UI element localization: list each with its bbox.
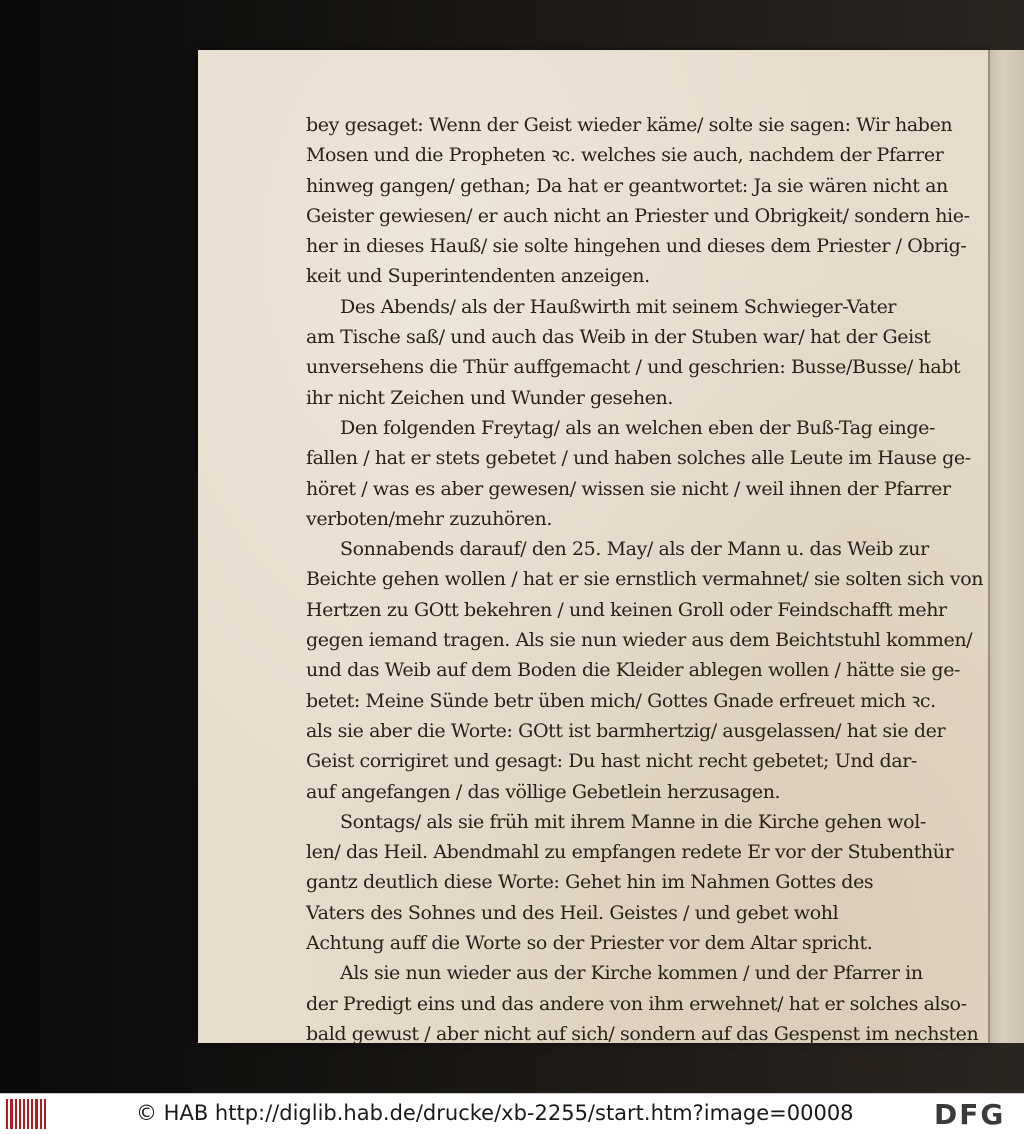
text-line: hinweg gangen/ gethan; Da hat er geantwortet: Ja sie wären nicht an bbox=[306, 174, 948, 197]
text-line: gegen iemand tragen. Als sie nun wieder aus dem Beichtstuhl kommen/ bbox=[306, 629, 973, 652]
text-line: betet: Meine Sünde betr üben mich/ Gottes Gnade erfreuet mich ꝛc. bbox=[306, 689, 936, 712]
text-line: Geister gewiesen/ er auch nicht an Priester und Obrigkeit/ sondern hie- bbox=[306, 204, 970, 227]
text-line: der Predigt eins und das andere von ihm erwehnet/ hat er solches also- bbox=[306, 992, 967, 1015]
text-line: len/ das Heil. Abendmahl zu empfangen redete Er vor der Stubenthür bbox=[306, 841, 954, 864]
text-line: bald gewust / aber nicht auf sich/ sondern auf das Gespenst im nechsten bbox=[306, 1022, 979, 1045]
text-line: Mosen und die Propheten ꝛc. welches sie auch, nachdem der Pfarrer bbox=[306, 144, 944, 167]
text-line: höret / was es aber gewesen/ wissen sie nicht / weil ihnen der Pfarrer bbox=[306, 477, 951, 500]
page-text bbox=[306, 110, 984, 1080]
text-line: her in dieses Hauß/ sie solte hingehen und dieses dem Priester / Obrig- bbox=[306, 235, 967, 258]
text-line: Beichte gehen wollen / hat er sie ernstlich vermahnet/ sie solten sich von bbox=[306, 568, 984, 591]
text-line: gantz deutlich diese Worte: Gehet hin im Nahmen Gottes des bbox=[306, 871, 874, 894]
dfg-logo: DFG bbox=[934, 1098, 1006, 1131]
citation-link[interactable]: © HAB http://diglib.hab.de/drucke/xb-2255/start.htm?image=00008 bbox=[136, 1101, 854, 1125]
footer-bar bbox=[0, 1093, 1024, 1134]
text-line: fallen / hat er stets gebetet / und haben solches alle Leute im Hause ge- bbox=[306, 447, 971, 470]
text-line: bey gesaget: Wenn der Geist wieder käme/ solte sie sagen: Wir haben bbox=[306, 114, 953, 136]
text-line: auf angefangen / das völlige Gebetlein herzusagen. bbox=[306, 780, 781, 803]
text-line: Hertzen zu GOtt bekehren / und keinen Groll oder Feindschafft mehr bbox=[306, 598, 947, 621]
text-line: Als sie nun wieder aus der Kirche kommen / und der Pfarrer in bbox=[340, 962, 923, 985]
text-line: Geist corrigiret und gesagt: Du hast nicht recht gebetet; Und dar- bbox=[306, 750, 917, 773]
catchword: Hause bbox=[846, 1053, 906, 1076]
text-line: ihr nicht Zeichen und Wunder gesehen. bbox=[306, 386, 674, 409]
text-line: Sonnabends darauf/ den 25. May/ als der Mann u. das Weib zur bbox=[340, 538, 929, 561]
book-page bbox=[198, 50, 988, 1076]
hab-barcode-logo-icon bbox=[6, 1099, 46, 1129]
text-line: Sontags/ als sie früh mit ihrem Manne in die Kirche gehen wol- bbox=[340, 810, 926, 833]
text-line: Den folgenden Freytag/ als an welchen eben der Buß-Tag einge- bbox=[340, 416, 936, 439]
text-line: am Tische saß/ und auch das Weib in der Stuben war/ hat der Geist bbox=[306, 326, 931, 349]
text-line: Achtung auff die Worte so der Priester vor dem Altar spricht. bbox=[306, 932, 873, 955]
text-line: Vaters des Sohnes und des Heil. Geistes / und gebet wohl bbox=[306, 901, 839, 924]
text-line: keit und Superintendenten anzeigen. bbox=[306, 265, 650, 288]
text-line: verboten/mehr zuzuhören. bbox=[306, 507, 552, 530]
text-line: Des Abends/ als der Haußwirth mit seinem Schwieger-Vater bbox=[340, 295, 897, 318]
adjacent-page-edge bbox=[988, 50, 1024, 1043]
text-line: als sie aber die Worte: GOtt ist barmhertzig/ ausgelassen/ hat sie der bbox=[306, 719, 946, 742]
text-line: unversehens die Thür auffgemacht / und geschrien: Busse/Busse/ habt bbox=[306, 356, 961, 379]
text-line: und das Weib auf dem Boden die Kleider ablegen wollen / hätte sie ge- bbox=[306, 659, 961, 682]
